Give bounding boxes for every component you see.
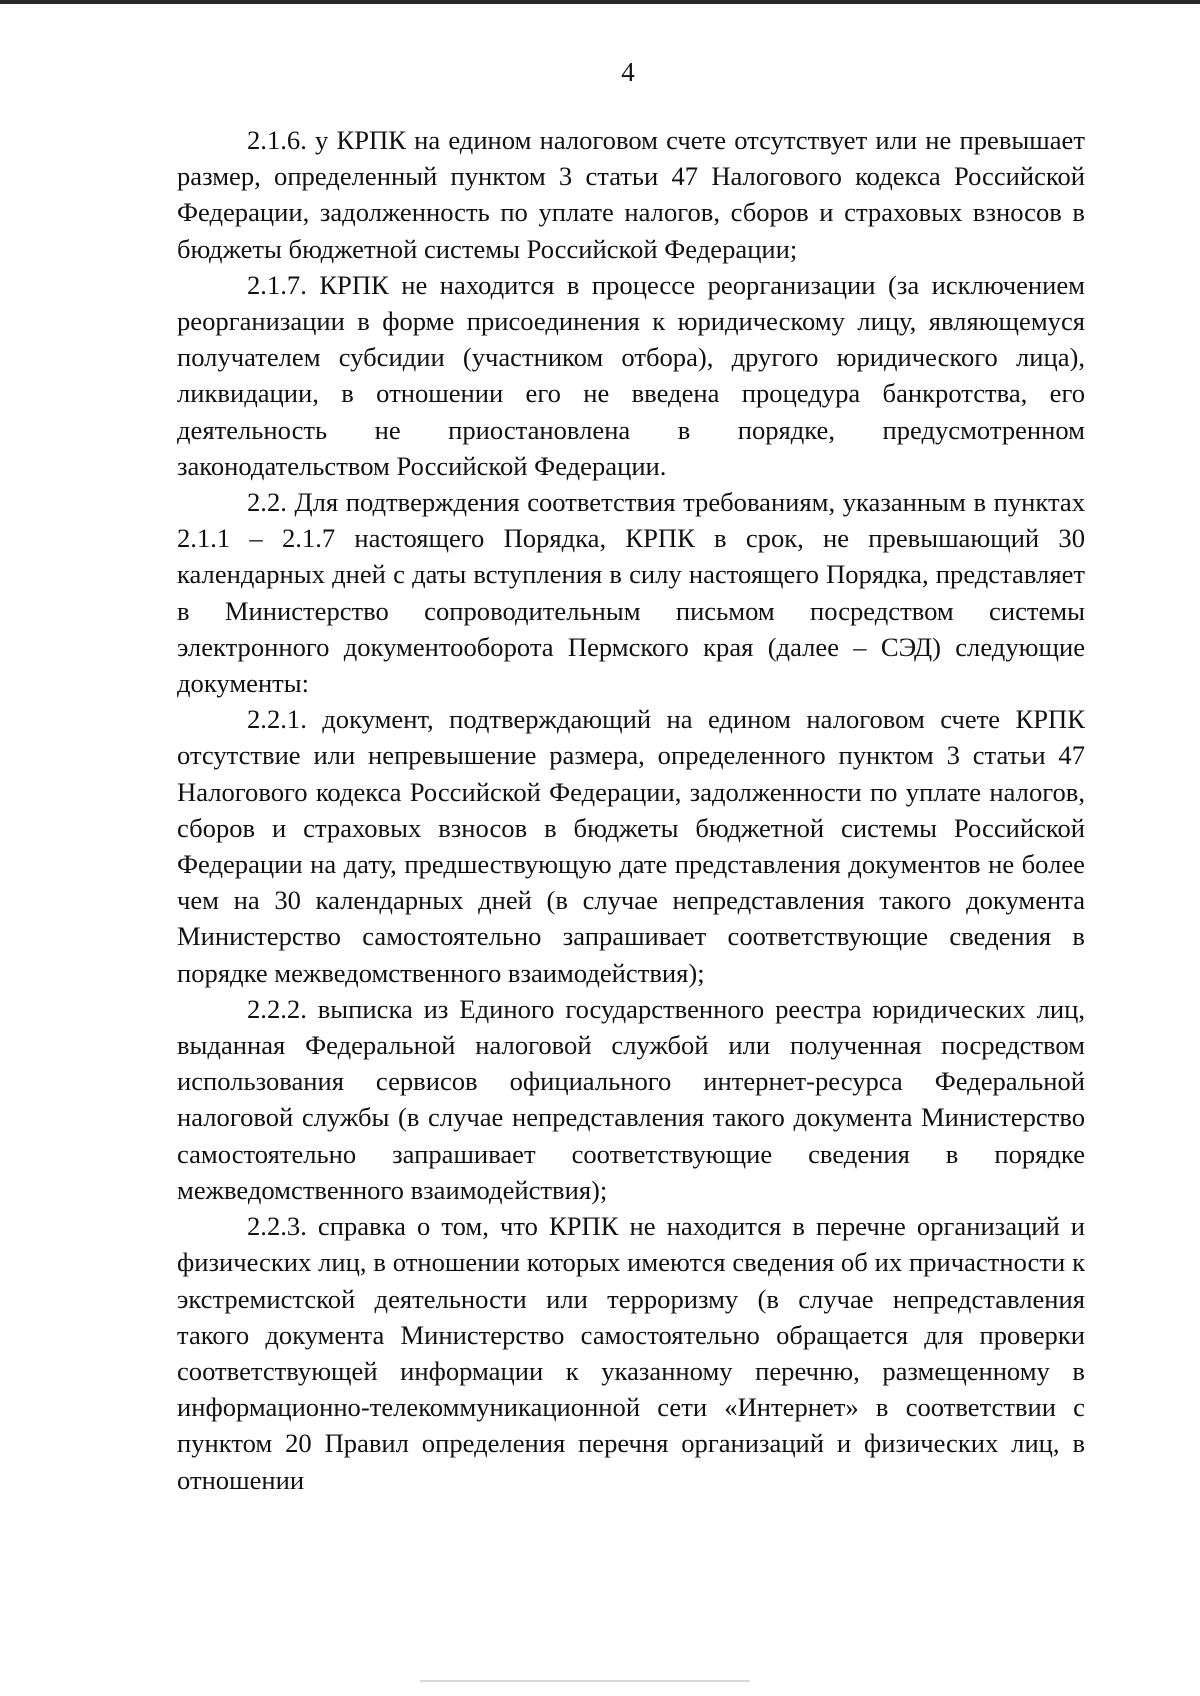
paragraph-2-2: 2.2. Для подтверждения соответствия требованиям, указанным в пунктах 2.1.1 – 2.1.7 настоящего Порядка, КРПК в срок, не превышающий 30 календарных дней с даты вступления в силу настоящего Порядка, представляет в Министерство сопроводительным письмом посредством системы электронного документооборота Пермского края (далее – СЭД) следующие документы: [177,487,1085,699]
paragraph-2-2-1: 2.2.1. документ, подтверждающий на едином налоговом счете КРПК отсутствие или непревышение размера, определенного пунктом 3 статьи 47 Налогового кодекса Российской Федерации, задолженности по уплате налогов, сборов и страховых взносов в бюджеты бюджетной системы Российской Федерации на дату, предшествующую дате представления документов не более чем на 30 календарных дней (в случае непредставления такого документа Министерство самостоятельно запрашивает соответствующие сведения в порядке межведомственного взаимодействия); [177,704,1085,988]
paragraph-2-2-3: 2.2.3. справка о том, что КРПК не находится в перечне организаций и физических лиц, в отношении которых имеются сведения об их причастности к экстремистской деятельности или терроризму (в случае непредставления такого документа Министерство самостоятельно обращается для проверки соответствующей информации к указанному перечню, размещенному в информационно-телекоммуникационной сети «Интернет» в соответствии с пунктом 20 Правил определения перечня организаций и физических лиц, в отношении [177,1211,1085,1495]
scan-top-edge [0,0,1200,4]
paragraph-2-1-6: 2.1.6. у КРПК на едином налоговом счете отсутствует или не превышает размер, определенный пунктом 3 статьи 47 Налогового кодекса Российской Федерации, задолженность по уплате налогов, сборов и страховых взносов в бюджеты бюджетной системы Российской Федерации; [177,125,1085,264]
document-body [177,122,1085,1498]
scan-artifact [420,1680,750,1682]
paragraph-2-1-7: 2.1.7. КРПК не находится в процессе реорганизации (за исключением реорганизации в форме присоединения к юридическому лицу, являющемуся получателем субсидии (участником отбора), другого юридического лица), ликвидации, в отношении его не введена процедура банкротства, его деятельность не приостановлена в порядке, предусмотренном законодательством Российской Федерации. [177,269,1085,481]
paragraph-2-2-2: 2.2.2. выписка из Единого государственного реестра юридических лиц, выданная Федеральной налоговой службой или полученная посредством использования сервисов официального интернет-ресурса Федеральной налоговой службы (в случае непредставления такого документа Министерство самостоятельно запрашивает соответствующие сведения в порядке межведомственного взаимодействия); [177,993,1085,1205]
page-number: 4 [621,57,635,87]
